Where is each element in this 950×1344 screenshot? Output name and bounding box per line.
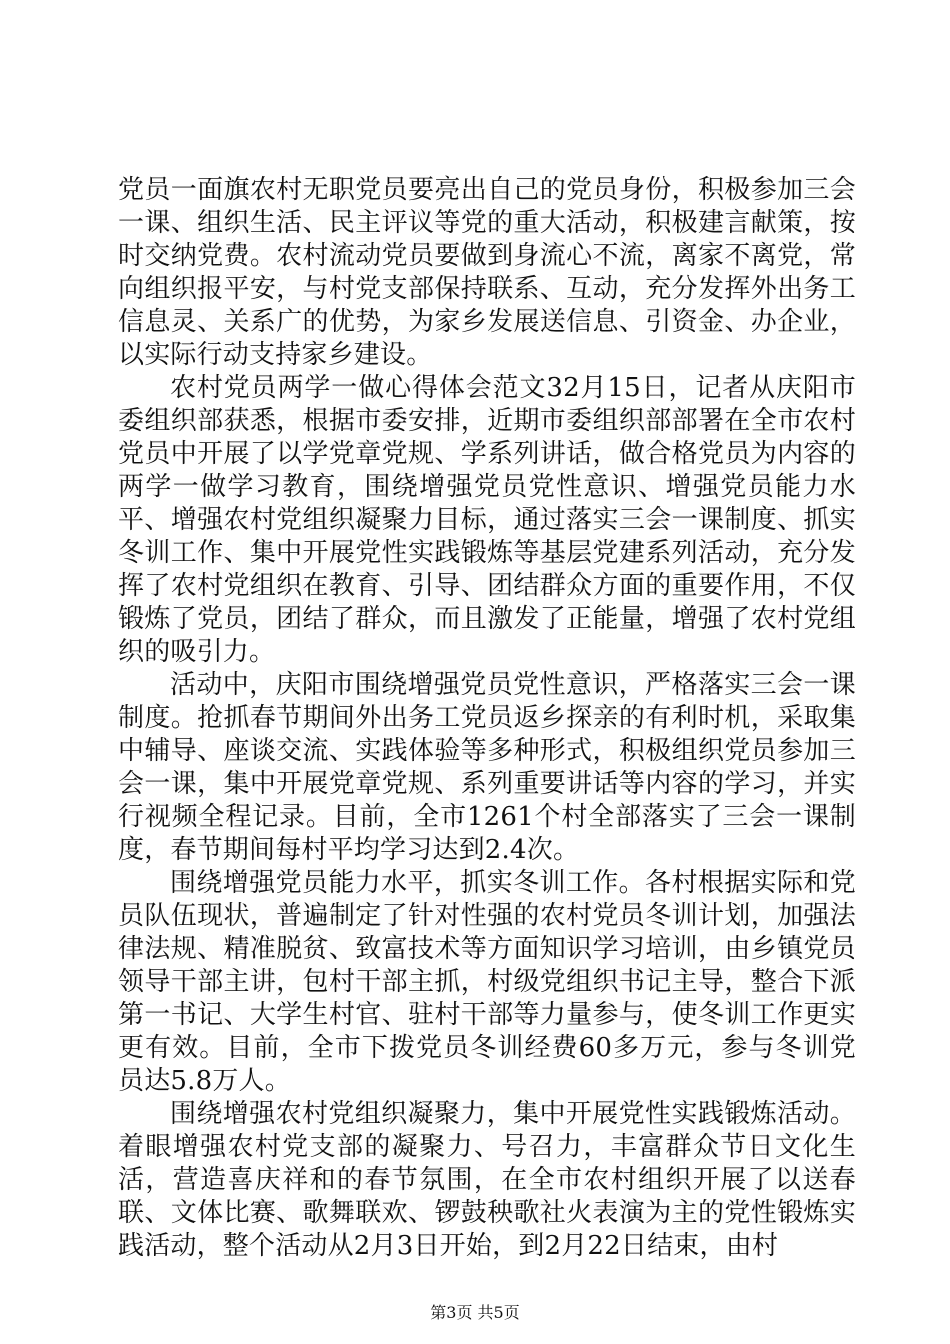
paragraph-3: 活动中，庆阳市围绕增强党员党性意识，严格落实三会一课制度。抢抓春节期间外出务工党员返乡探亲的有利时机，采取集中辅导、座谈交流、实践体验等多种形式，积极组织党员参加三会一课，集中开展党章党规、系列重要讲话等内容的学习，并实行视频全程记录。目前，全市1261个村全部落实了三会一课制度，春节期间每村平均学习达到2.4次。 [118, 670, 856, 865]
paragraph-4: 围绕增强党员能力水平，抓实冬训工作。各村根据实际和党员队伍现状，普遍制定了针对性强的农村党员冬训计划，加强法律法规、精准脱贫、致富技术等方面知识学习培训，由乡镇党员领导干部主讲，包村干部主抓，村级党组织书记主导，整合下派第一书记、大学生村官、驻村干部等力量参与，使冬训工作更实更有效。目前，全市下拨党员冬训经费60多万元，参与冬训党员达5.8万人。 [118, 868, 856, 1096]
page-footer: 第3页 共5页 [430, 1303, 520, 1322]
document-body [118, 174, 856, 1263]
paragraph-2: 农村党员两学一做心得体会范文32月15日，记者从庆阳市委组织部获悉，根据市委安排，近期市委组织部部署在全市农村党员中开展了以学党章党规、学系列讲话，做合格党员为内容的两学一做学习教育，围绕增强党员党性意识、增强党员能力水平、增强农村党组织凝聚力目标，通过落实三会一课制度、抓实冬训工作、集中开展党性实践锻炼等基层党建系列活动，充分发挥了农村党组织在教育、引导、团结群众方面的重要作用，不仅锻炼了党员，团结了群众，而且激发了正能量，增强了农村党组织的吸引力。 [118, 373, 856, 667]
paragraph-5: 围绕增强农村党组织凝聚力，集中开展党性实践锻炼活动。着眼增强农村党支部的凝聚力、号召力，丰富群众节日文化生活，营造喜庆祥和的春节氛围，在全市农村组织开展了以送春联、文体比赛、歌舞联欢、锣鼓秧歌社火表演为主的党性锻炼实践活动，整个活动从2月3日开始，到2月22日结束，由村 [118, 1099, 856, 1261]
paragraph-1: 党员一面旗农村无职党员要亮出自己的党员身份，积极参加三会一课、组织生活、民主评议等党的重大活动，积极建言献策，按时交纳党费。农村流动党员要做到身流心不流，离家不离党，常向组织报平安，与村党支部保持联系、互动，充分发挥外出务工信息灵、关系广的优势，为家乡发展送信息、引资金、办企业，以实际行动支持家乡建设。 [118, 175, 856, 370]
